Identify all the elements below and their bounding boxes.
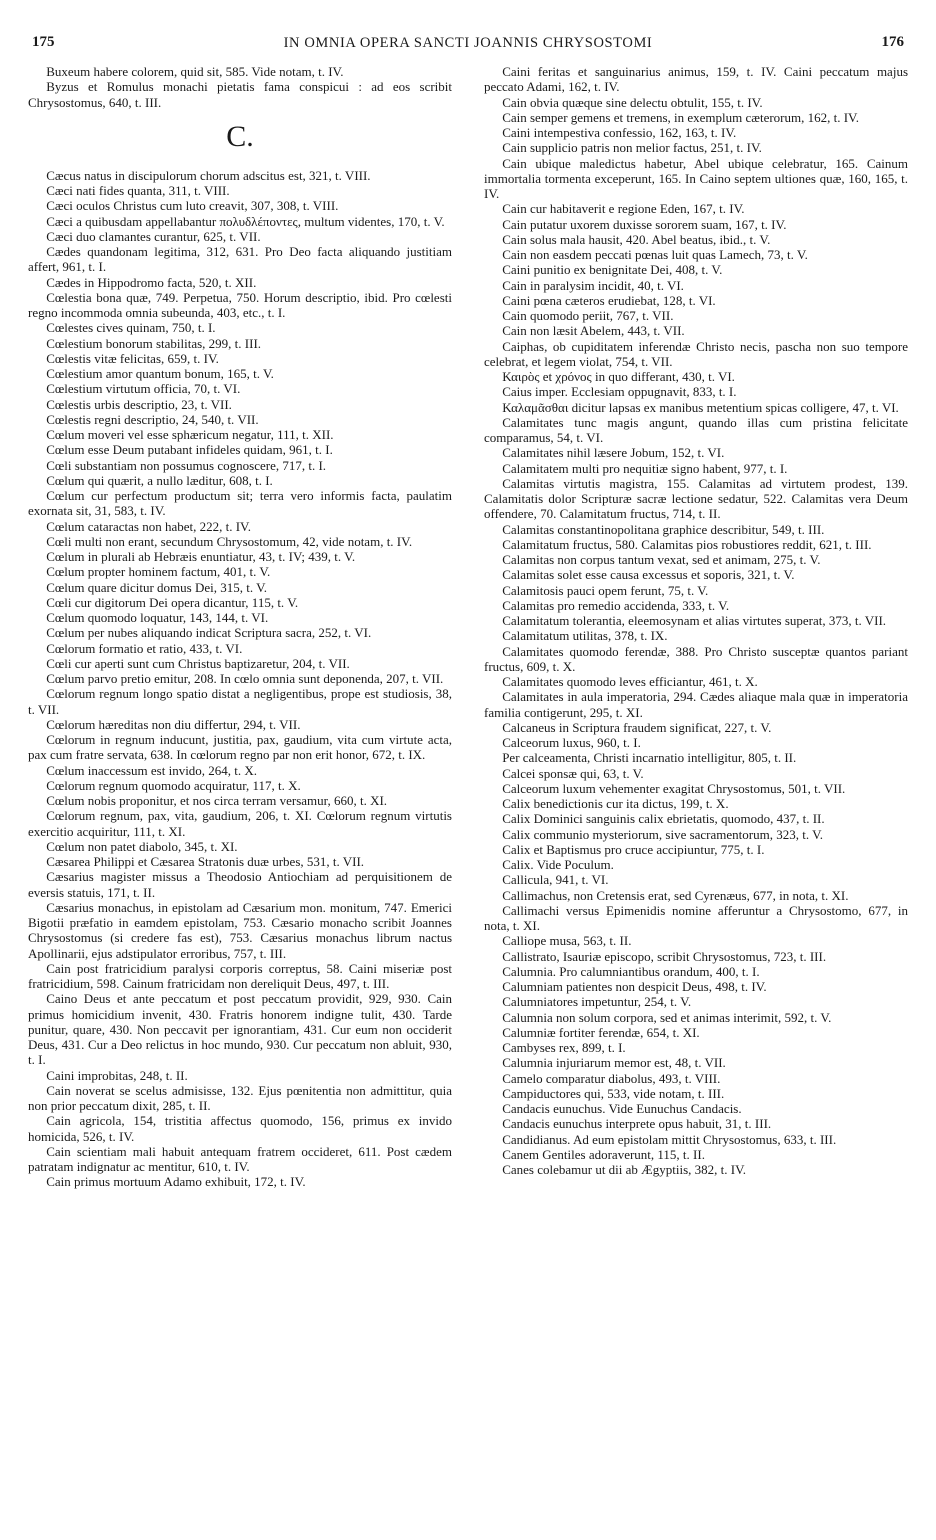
index-entry: Cœlum nobis proponitur, et nos circa terram versamur, 660, t. XI. xyxy=(46,793,388,808)
index-entry: Cain semper gemens et tremens, in exemplum cæterorum, 162, t. IV. xyxy=(502,109,860,125)
page-number-left: 175 xyxy=(32,34,55,50)
index-entry: Cœli cur aperti sunt cum Christus baptizaretur, 204, t. VII. xyxy=(46,655,350,671)
index-entry: Cain primus mortuum Adamo exhibuit, 172, t. IV. xyxy=(46,1174,306,1190)
index-entry: Cain noverat se scelus admisisse, 132. Ejus pœnitentia non admittitur, quia non prior peccatum dixit, 285, t. II. xyxy=(28,1082,452,1113)
index-entry: Cœlestis vitæ felicitas, 659, t. IV. xyxy=(46,350,219,366)
index-entry: Per calceamenta, Christi incarnatio intelligitur, 805, t. II. xyxy=(502,750,797,766)
index-entry: Cœlum cataractas non habet, 222, t. IV. xyxy=(46,518,252,534)
index-entry: Callimachi versus Epimenidis nomine afferuntur a Chrysostomo, 677, in nota, t. XI. xyxy=(484,902,908,933)
index-entry: Cæsarius magister missus a Theodosio Antiochiam ad perquisitionem de eversis statuis, 171, t. II. xyxy=(28,869,452,900)
index-entry: Candacis eunuchus. Vide Eunuchus Candacis. xyxy=(502,1101,742,1116)
index-entry: Cœlorum hæreditas non diu differtur, 294, t. VII. xyxy=(46,716,301,732)
index-entry: Calamitates tunc magis angunt, quando illas cum pristina felicitate comparamus, 54, t. VI. xyxy=(484,414,908,445)
index-entry: Cæsarea Philippi et Cæsarea Stratonis duæ urbes, 531, t. VII. xyxy=(46,854,365,869)
index-entry: Cain cur habitaverit e regione Eden, 167, t. IV. xyxy=(502,201,745,217)
index-entry: Cain obvia quæque sine delectu obtulit, 155, t. IV. xyxy=(502,94,763,110)
index-entry: Calamitates quomodo leves efficiantur, 461, t. X. xyxy=(502,674,758,689)
index-entry: Cambyses rex, 899, t. I. xyxy=(502,1040,626,1055)
page-header xyxy=(28,34,908,56)
index-entry: Calamitatum fructus, 580. Calamitas pios robustiores reddit, 621, t. III. xyxy=(502,536,872,552)
index-entry: Cæcus natus in discipulorum chorum adscitus est, 321, t. VIII. xyxy=(46,167,371,183)
index-entry: Calamitates nihil læsere Jobum, 152, t. VI. xyxy=(502,445,725,461)
index-entry: Cœlum qui quærit, a nullo læditur, 608, t. I. xyxy=(46,472,273,488)
index-entry: Caini intempestiva confessio, 162, 163, t. IV. xyxy=(502,125,737,140)
index-entry: Cain non læsit Abelem, 443, t. VII. xyxy=(502,323,685,339)
index-entry: Calamitas pro remedio accidenda, 333, t. V. xyxy=(502,597,730,613)
index-entry: Calamitas solet esse causa excessus et soporis, 321, t. V. xyxy=(502,567,795,583)
index-entry: Cœlestis urbis descriptio, 23, t. VII. xyxy=(46,396,232,412)
index-entry: Calamitatum tolerantia, eleemosynam et alias virtutes superat, 373, t. VII. xyxy=(502,613,887,628)
index-entry: Campiductores qui, 533, vide notam, t. III. xyxy=(502,1085,725,1101)
index-entry: Cœlum esse Deum putabant infideles quidam, 961, t. I. xyxy=(46,442,333,458)
index-entry: Cœlorum formatio et ratio, 433, t. VI. xyxy=(46,640,243,656)
index-entry: Calamitosis pauci opem ferunt, 75, t. V. xyxy=(502,582,709,598)
index-entry: Cæci duo clamantes curantur, 625, t. VII. xyxy=(46,228,261,244)
index-entry: Calamitas non corpus tantum vexat, sed et animam, 275, t. V. xyxy=(502,552,821,567)
index-entry: Callicula, 941, t. VI. xyxy=(502,872,609,888)
index-entry: Cain quomodo periit, 767, t. VII. xyxy=(502,308,674,323)
index-entry: Cœlorum regnum quomodo acquiratur, 117, t. X. xyxy=(46,777,301,793)
index-entry: Cædes quandonam legitima, 312, 631. Pro Deo facta aliquando justitiam affert, 961, t. I. xyxy=(28,244,452,275)
index-entry: Buxeum habere colorem, quid sit, 585. Vide notam, t. IV. xyxy=(46,64,344,79)
index-entry: Cain post fratricidium paralysi corporis correptus, 58. Caini miseriæ post fratricidium, 598. Cainum fratricidam non dereliquit Deus, 497, t. III. xyxy=(28,960,452,991)
index-entry: Cæsarius monachus, in epistolam ad Cæsarium mon. monitum, 747. Emerici Bigotii præfatio in eamdem epistolam, 753. Cæsario monacho scribit Joannes Chrysostomus (si credere fas est), 753. Cæsarius monachus librum nactus Apollinarii, ejus adstipulator erroribus, 757, t. III. xyxy=(28,899,452,961)
index-entry: Calix communio mysteriorum, sive sacramentorum, 323, t. V. xyxy=(502,826,824,842)
index-entry: Cain agricola, 154, tristitia affectus quomodo, 156, primus ex invido homicida, 526, t. IV. xyxy=(28,1113,452,1144)
index-entry: Calix benedictionis cur ita dictus, 199, t. X. xyxy=(502,796,729,811)
running-title: IN OMNIA OPERA SANCTI JOANNIS CHRYSOSTOMI xyxy=(283,35,653,51)
index-entry: Cain scientiam mali habuit antequam fratrem occideret, 611. Post cædem patratam indignatur ac mentitur, 610, t. IV. xyxy=(28,1143,452,1174)
index-entry: Calceorum luxum vehementer exagitat Chrysostomus, 501, t. VII. xyxy=(502,780,846,796)
index-entry: Camelo comparatur diabolus, 493, t. VIII. xyxy=(502,1070,721,1086)
index-entry: Cœlestis regni descriptio, 24, 540, t. VII. xyxy=(46,411,259,427)
section-letter: C. xyxy=(226,119,254,153)
index-entry: Cœli substantiam non possumus cognoscere, 717, t. I. xyxy=(46,457,327,473)
index-entry: Canes colebamur ut dii ab Ægyptiis, 382, t. IV. xyxy=(502,1162,747,1177)
index-entry: Callistrato, Isauriæ episcopo, scribit Chrysostomus, 723, t. III. xyxy=(502,948,827,964)
index-entry: Cædes in Hippodromo facta, 520, t. XII. xyxy=(46,274,257,290)
index-entry: Calamitates quomodo ferendæ, 388. Pro Christo susceptæ quantos pariant fructus, 609, t. X. xyxy=(484,643,908,674)
index-entry: Cœlum quare dicitur domus Dei, 315, t. V. xyxy=(46,579,268,595)
index-entry: Calamitatem multi pro nequitiæ signo habent, 977, t. I. xyxy=(502,460,788,476)
index-entry: Cœlorum regnum, pax, vita, gaudium, 206, t. XI. Cœlorum regnum virtutis exercitio acquiritur, 111, t. XI. xyxy=(28,808,452,839)
index-entry: Cœlestes cives quinam, 750, t. I. xyxy=(46,320,216,336)
index-entry: Cain solus mala hausit, 420. Abel beatus, ibid., t. V. xyxy=(502,231,771,247)
index-entry: Caini punitio ex benignitate Dei, 408, t. V. xyxy=(502,262,723,278)
index-entry: Calumniatores impetuntur, 254, t. V. xyxy=(502,994,692,1010)
index-entry: Caini feritas et sanguinarius animus, 159, t. IV. Caini peccatum majus peccato Adami, 162, t. IV. xyxy=(484,64,908,95)
index-entry: Calamitas constantinopolitana graphice describitur, 549, t. III. xyxy=(502,521,825,537)
index-entry: Cœlestia bona quæ, 749. Perpetua, 750. Horum descriptio, ibid. Pro cœlesti regno incommoda omnia subeunda, 403, etc., t. I. xyxy=(28,289,452,320)
index-entry: Calcaneus in Scriptura fraudem significat, 227, t. V. xyxy=(502,719,772,735)
index-entry: Cain supplicio patris non melior factus, 251, t. IV. xyxy=(502,140,762,156)
index-entry: Cœlum non patet diabolo, 345, t. XI. xyxy=(46,838,238,854)
index-entry: Calumniæ fortiter ferendæ, 654, t. XI. xyxy=(502,1024,700,1040)
index-entry: Cœlestium bonorum stabilitas, 299, t. III. xyxy=(46,335,262,351)
index-entry: Calamitates in aula imperatoria, 294. Cædes aliaque mala quæ in imperatoria familia contigerunt, 295, t. XI. xyxy=(484,689,908,720)
index-entry: Cœlum quomodo loquatur, 143, 144, t. VI. xyxy=(46,610,269,625)
index-entry: Cœlestium amor quantum bonum, 165, t. V. xyxy=(46,366,274,381)
index-entry: Cæci oculos Christus cum luto creavit, 307, 308, t. VIII. xyxy=(46,198,339,214)
index-entry: Calamitatum utilitas, 378, t. IX. xyxy=(502,628,668,644)
index-entry: Calumnia injuriarum memor est, 48, t. VII. xyxy=(502,1055,726,1071)
index-entry: Cœlestium virtutum officia, 70, t. VI. xyxy=(46,381,241,397)
index-entry: Byzus et Romulus monachi pietatis fama conspicui : ad eos scribit Chrysostomus, 640, t. III. xyxy=(28,79,452,110)
index-entry: Cœlum cur perfectum productum sit; terra vero informis facta, paulatim exornata sit, 31, 583, t. IV. xyxy=(28,488,452,519)
index-entry: Cœlum parvo pretio emitur, 208. In cœlo omnia sunt deponenda, 207, t. VII. xyxy=(46,671,444,686)
index-entry: Calamitas virtutis magistra, 155. Calamitas ad virtutem prodest, 139. Calamitatis dolor Scripturæ sacræ lectione sedatur, 522. Calamitas vera Deum offendere, 70. Calamitatum fructus, 714, t. II. xyxy=(484,475,908,522)
index-entry: Canem Gentiles adoraverunt, 115, t. II. xyxy=(502,1146,705,1162)
index-entry: Caini pœna cæteros erudiebat, 128, t. VI. xyxy=(502,292,716,308)
index-entry: Calliope musa, 563, t. II. xyxy=(502,933,632,949)
index-entry: Caius imper. Ecclesiam oppugnavit, 833, t. I. xyxy=(502,384,737,400)
index-entry: Cœlum propter hominem factum, 401, t. V. xyxy=(46,564,271,580)
index-entry: Calumniam patientes non despicit Deus, 498, t. IV. xyxy=(502,979,767,994)
index-entry: Calix Dominici sanguinis calix ebrietatis, quomodo, 437, t. II. xyxy=(502,811,825,827)
index-entry: Cœli multi non erant, secundum Chrysostomum, 42, vide notam, t. IV. xyxy=(46,533,413,549)
index-entry: Cain ubique maledictus habetur, Abel ubique celebratur, 165. Cainum immortalia tormenta exceperunt, 165. In Caino septem ultiones quæ, 160, 165, t. IV. xyxy=(484,155,908,201)
index-entry: Cain putatur uxorem duxisse sororem suam, 167, t. IV. xyxy=(502,216,787,232)
index-entry: Caini improbitas, 248, t. II. xyxy=(46,1067,188,1083)
index-entry: Caino Deus et ante peccatum et post peccatum providit, 929, 930. Cain primus homicidium invenit, 430. Fratris honorem indigne tulit, 430. Tarde punitur, quare, 430. Non peccavit per ignorantiam, 431. Cur eum non occiderit Deus, 431. Cur a Deo relictus in hoc mundo, 930. Cur peccatum non abluit, 930, t. I. xyxy=(28,991,452,1068)
index-entry: Cœlum per nubes aliquando indicat Scriptura sacra, 252, t. VI. xyxy=(46,625,372,641)
index-entry: Cæci a quibusdam appellabantur πολυδλέποντες, multum videntes, 170, t. V. xyxy=(46,213,445,229)
index-entry: Καιρὸς et χρόνος in quo differant, 430, t. VI. xyxy=(502,369,735,384)
index-entry: Calcei sponsæ qui, 63, t. V. xyxy=(502,765,644,781)
index-entry: Cœlum moveri vel esse sphæricum negatur, 111, t. XII. xyxy=(46,427,334,442)
index-entry: Calix et Baptismus pro cruce accipiuntur, 775, t. I. xyxy=(502,841,765,857)
left-column xyxy=(28,64,452,1190)
index-entry: Callimachus, non Cretensis erat, sed Cyrenæus, 677, in nota, t. XI. xyxy=(502,887,849,903)
index-entry: Calumnia non solum corpora, sed et animas interimit, 592, t. V. xyxy=(502,1009,832,1025)
index-entry: Candidianus. Ad eum epistolam mittit Chrysostomus, 633, t. III. xyxy=(502,1131,837,1147)
index-entry: Cæci nati fides quanta, 311, t. VIII. xyxy=(46,183,230,198)
index-entry: Calix. Vide Poculum. xyxy=(502,857,614,872)
page-number-right: 176 xyxy=(881,34,904,50)
index-entry: Candacis eunuchus interprete opus habuit, 31, t. III. xyxy=(502,1116,772,1132)
index-entry: Cain in paralysim incidit, 40, t. VI. xyxy=(502,277,684,293)
index-entry: Calceorum luxus, 960, t. I. xyxy=(502,735,641,750)
index-entry: Cœlum inaccessum est invido, 264, t. X. xyxy=(46,762,258,778)
index-entry: Cœlorum in regnum inducunt, justitia, pax, gaudium, vita cum virtute acta, pax cum fratre servata, 638. In cœlorum regno par non erit honor, 672, t. IX. xyxy=(28,732,452,763)
index-entry: Cain non easdem peccati pœnas luit quas Lamech, 73, t. V. xyxy=(502,247,808,262)
index-entry: Cœlum in plurali ab Hebræis enuntiatur, 43, t. IV; 439, t. V. xyxy=(46,549,356,564)
index-entry: Cœli cur digitorum Dei opera dicantur, 115, t. V. xyxy=(46,594,299,610)
index-entry: Καλαμᾶσθαι dicitur lapsas ex manibus metentium spicas colligere, 47, t. VI. xyxy=(502,399,899,415)
index-entry: Calumnia. Pro calumniantibus orandum, 400, t. I. xyxy=(502,963,760,979)
index-entry: Cœlorum regnum longo spatio distat a negligentibus, prope est studiosis, 38, t. VII. xyxy=(28,686,452,717)
index-entry: Caiphas, ob cupiditatem inferendæ Christo necis, pascha non suo tempore celebrat, et legem violat, 754, t. VII. xyxy=(484,338,908,369)
right-column xyxy=(484,64,908,1177)
